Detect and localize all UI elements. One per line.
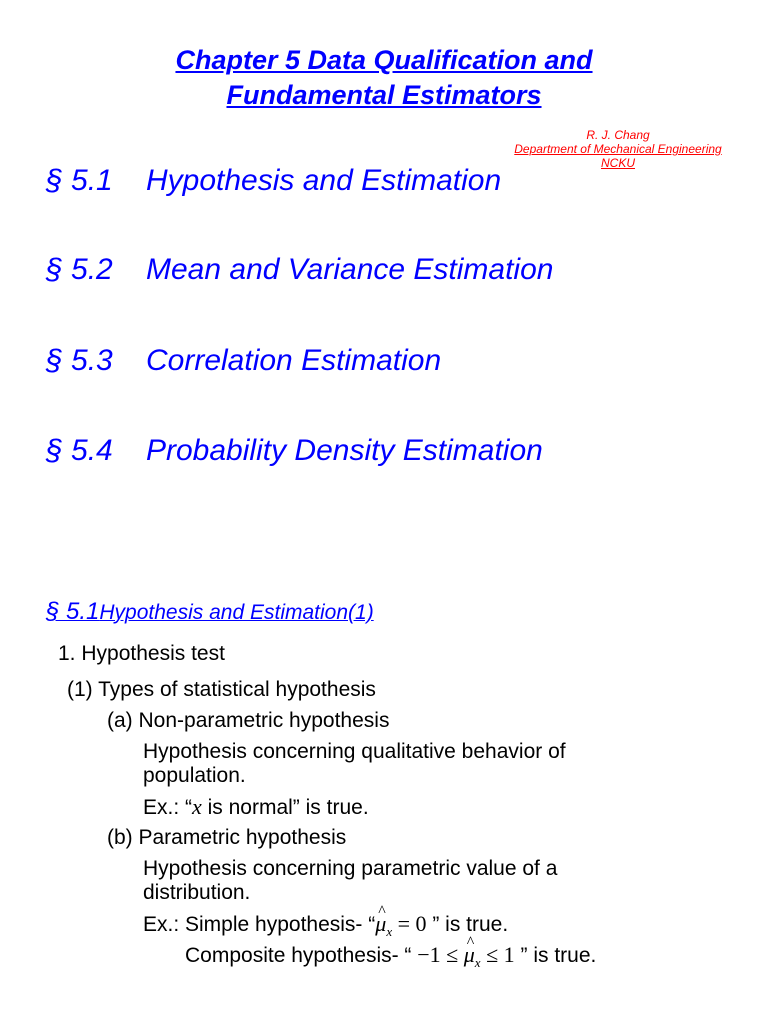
example-prefix: Ex.: “ (143, 796, 193, 819)
types-heading: (1) Types of statistical hypothesis (67, 678, 376, 701)
mu-subscript: x (474, 955, 481, 970)
example-suffix: ” is true. (514, 944, 597, 967)
toc-label: Hypothesis and Estimation (146, 164, 502, 197)
author-block (500, 128, 736, 170)
toc-label: Probability Density Estimation (146, 434, 543, 467)
department-name: Department of Mechanical Engineering (514, 142, 722, 156)
parametric-desc-1: Hypothesis concerning parametric value of a (143, 857, 558, 880)
example-suffix: ” is true. (426, 913, 509, 936)
parametric-heading: (b) Parametric hypothesis (107, 826, 347, 849)
example-prefix: Ex.: Simple hypothesis- “ (143, 913, 376, 936)
parametric-desc-2: distribution. (143, 881, 251, 904)
chapter-title-line-1: Chapter 5 Data Qualification and (175, 45, 593, 75)
mu-hat-symbol: ^ μ (375, 912, 386, 936)
toc-item-5-1 (46, 163, 501, 199)
example-prefix: Composite hypothesis- “ (185, 944, 418, 967)
institution-name: NCKU (600, 156, 635, 170)
toc-symbol: § 5.3 (46, 344, 113, 377)
x-variable: x (192, 794, 202, 819)
toc-label: Mean and Variance Estimation (146, 253, 554, 286)
inequality-left: −1 ≤ (417, 942, 464, 967)
simple-hypothesis-example (143, 912, 508, 944)
mu-subscript: x (386, 924, 393, 939)
hypothesis-test-heading: 1. Hypothesis test (58, 642, 225, 665)
chapter-title-line-2: Fundamental Estimators (226, 80, 542, 110)
mu-hat-symbol: ^ μ (464, 943, 475, 967)
non-parametric-desc-2: population. (143, 764, 246, 787)
toc-item-5-4 (46, 433, 543, 469)
toc-item-5-3 (46, 343, 441, 379)
author-name: R. J. Chang (586, 128, 650, 142)
toc-item-5-2 (46, 252, 553, 288)
section-symbol: § 5.1 (46, 598, 100, 625)
inequality-right: ≤ 1 (480, 942, 515, 967)
composite-hypothesis-example (185, 943, 596, 975)
toc-symbol: § 5.2 (46, 253, 113, 286)
equation-rest: = 0 (392, 911, 427, 936)
example-suffix: is normal” is true. (201, 796, 369, 819)
non-parametric-desc-1: Hypothesis concerning qualitative behavior of (143, 740, 566, 763)
toc-symbol: § 5.4 (46, 434, 113, 467)
non-parametric-example (143, 795, 369, 820)
section-heading (46, 596, 374, 631)
toc-symbol: § 5.1 (46, 164, 113, 197)
section-title: Hypothesis and Estimation(1) (99, 601, 374, 624)
non-parametric-heading: (a) Non-parametric hypothesis (107, 709, 390, 732)
toc-label: Correlation Estimation (146, 344, 442, 377)
